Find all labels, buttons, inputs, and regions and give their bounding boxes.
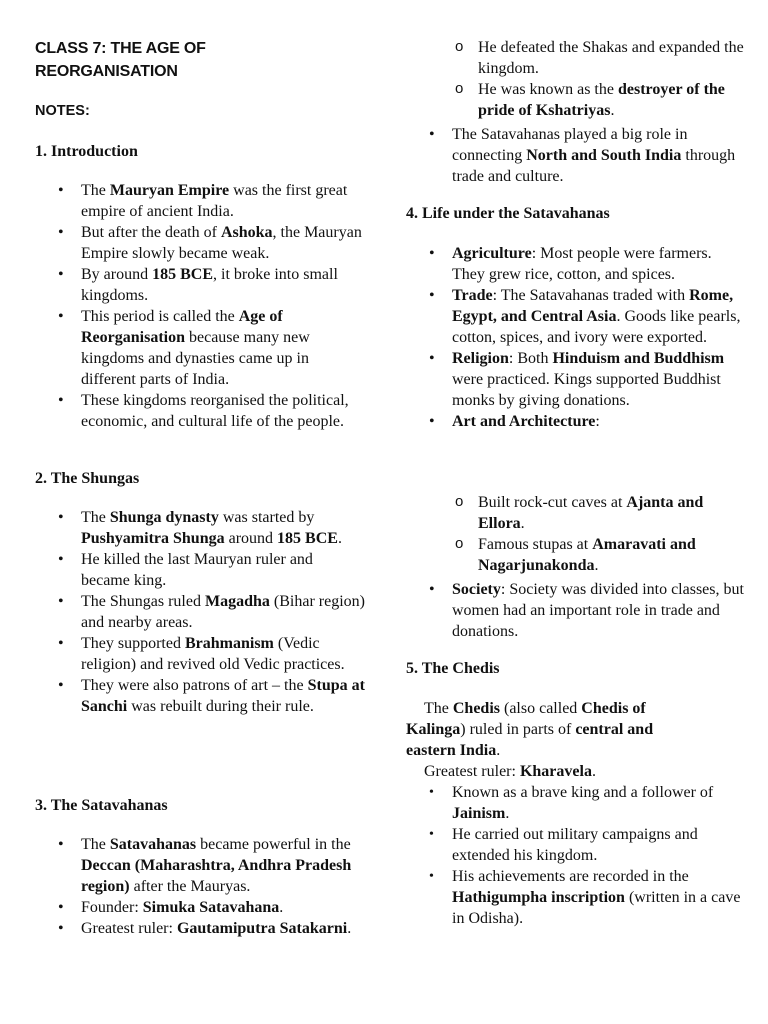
bold-text: Chedis of Kalinga [406,700,646,738]
bold-text: Mauryan Empire [109,182,230,199]
bold-text: Stupa at Sanchi [81,677,365,715]
text-run: Greatest ruler: [81,920,177,937]
text-run: (Bihar region) and nearby areas. [81,593,365,631]
bold-text: Religion [452,350,509,367]
text-run: after the Mauryas. [129,878,251,895]
list-item [406,79,746,121]
bold-text: North and South India [526,147,682,164]
text-run: The [81,509,110,526]
text-run: This period is called the [81,308,239,325]
chedis-ruler [424,761,744,782]
list-item [35,264,365,306]
bold-text: Ajanta and Ellora [478,494,704,532]
list-item [35,897,365,918]
text-run: : Society was divided into classes, but women had an important role in trade and donations. [452,581,744,640]
bold-text: Age of Reorganisation [81,308,283,346]
text-run: : Most people were farmers. They grew rice, cotton, and spices. [452,245,712,283]
text-run: . [610,102,615,119]
text-run: . [505,805,510,822]
text-run: through trade and culture. [452,147,736,185]
bold-text: Pushyamitra Shunga [81,530,225,547]
bold-text: Amaravati and Nagarjunakonda [478,536,696,574]
text-run: (written in a cave in Odisha). [452,889,741,927]
text-run: His achievements are recorded in the [452,868,689,885]
bold-text: Agriculture [452,245,532,262]
text-run: He was known as the [478,81,618,98]
text-run: They were also patrons of art – the [81,677,308,694]
text-run: The Shungas ruled [81,593,205,610]
list-item [35,675,365,717]
bold-text: Rome, Egypt, and Central Asia [452,287,734,325]
text-run: Built rock-cut caves at [478,494,627,511]
list-item [35,507,365,549]
text-run: The [81,182,110,199]
notes-label: NOTES: [35,103,90,119]
text-run: : [595,413,600,430]
bold-text: Satavahanas [109,836,197,853]
text-run: These kingdoms reorganised the political, economic, and cultural life of the people. [81,392,349,430]
text-run: ) ruled in parts of [460,721,576,738]
section-heading-chedis: 5. The Chedis [406,660,500,677]
section-heading-shungas: 2. The Shungas [35,470,140,487]
text-run: : The Satavahanas traded with [492,287,690,304]
text-run: (also called [500,700,582,717]
bold-text: Society [452,581,501,598]
text-run: were practiced. Kings supported Buddhist monks by giving donations. [452,371,721,409]
text-run: The [81,836,110,853]
text-run: He defeated the Shakas and expanded the kingdom. [478,39,744,77]
bold-text: Trade [452,287,493,304]
list-item [406,824,741,866]
text-run: . [591,763,596,780]
list-item [406,243,746,285]
text-run: , it broke into small kingdoms. [81,266,338,304]
text-run: (Vedic religion) and revived old Vedic practices. [81,635,345,673]
satavahanas-sub-list [406,37,746,121]
bold-text: central and eastern India [406,721,654,759]
text-run: Founder: [81,899,143,916]
chedis-intro [406,698,706,761]
text-run: . [520,515,525,532]
list-item [406,37,746,79]
bold-text: Hinduism and Buddhism [552,350,725,367]
bold-text: 185 BCE [277,530,338,547]
bold-text: Hathigumpha inscription [452,889,625,906]
text-run: . [337,530,342,547]
bold-text: Art and Architecture [452,413,596,430]
list-item [406,782,741,824]
text-run: Known as a brave king and a follower of [452,784,714,801]
text-run: They supported [81,635,185,652]
text-run: . Goods like pearls, cotton, spices, and ivory were exported. [452,308,741,346]
section-heading-introduction: 1. Introduction [35,143,138,160]
list-item [35,591,365,633]
text-run: became powerful in the [196,836,351,853]
text-run: because many new kingdoms and dynasties came up in different parts of India. [81,329,310,388]
text-run: Famous stupas at [478,536,593,553]
bold-text: Shunga dynasty [109,509,219,526]
text-run: By around [81,266,153,283]
text-run: was rebuilt during their rule. [127,698,314,715]
list-item [406,492,746,534]
bold-text: Simuka Satavahana [142,899,280,916]
text-run: around [224,530,278,547]
art-sub-list [406,492,746,576]
list-item [406,411,746,432]
list-item [35,306,365,390]
text-run: , the Mauryan Empire slowly became weak. [81,224,362,262]
list-item [406,534,746,576]
text-run: . [279,899,284,916]
list-item [406,124,746,187]
text-run: The Satavahanas played a big role in connecting [452,126,688,164]
bold-text: destroyer of the pride of Kshatriyas [478,81,725,119]
introduction-list [35,180,365,432]
list-item [35,918,365,939]
text-run: Greatest ruler: [424,763,520,780]
bold-text: Chedis [452,700,500,717]
text-run: . [347,920,352,937]
section-heading-satavahanas: 3. The Satavahanas [35,797,168,814]
list-item [406,579,746,642]
bold-text: 185 BCE [152,266,214,283]
chedis-list [406,782,741,929]
bold-text: Kharavela [519,763,592,780]
text-run: : Both [508,350,553,367]
shungas-list [35,507,365,717]
text-run: But after the death of [81,224,221,241]
list-item [35,834,365,897]
document-title: CLASS 7: THE AGE OF REORGANISATION [35,40,206,80]
satavahanas-last-list [406,124,746,187]
satavahanas-list [35,834,365,939]
bold-text: Ashoka [220,224,273,241]
text-run: . [594,557,599,574]
list-item [35,222,365,264]
text-run: The [424,700,453,717]
list-item [406,285,746,348]
list-item [35,390,365,432]
list-item [35,549,365,591]
list-item [35,180,365,222]
society-list [406,579,746,642]
text-run: . [496,742,501,759]
bold-text: Jainism [452,805,506,822]
text-run: was the first great empire of ancient India. [81,182,348,220]
life-list [406,243,746,432]
bold-text: Brahmanism [184,635,274,652]
text-run: was started by [218,509,315,526]
list-item [35,633,365,675]
list-item [406,348,746,411]
section-heading-life: 4. Life under the Satavahanas [406,205,610,222]
bold-text: Magadha [204,593,270,610]
list-item [406,866,741,929]
text-run: He carried out military campaigns and extended his kingdom. [452,826,698,864]
bold-text: Deccan (Maharashtra, Andhra Pradesh region) [81,857,352,895]
text-run: He killed the last Mauryan ruler and became king. [81,551,313,589]
bold-text: Gautamiputra Satakarni [176,920,348,937]
